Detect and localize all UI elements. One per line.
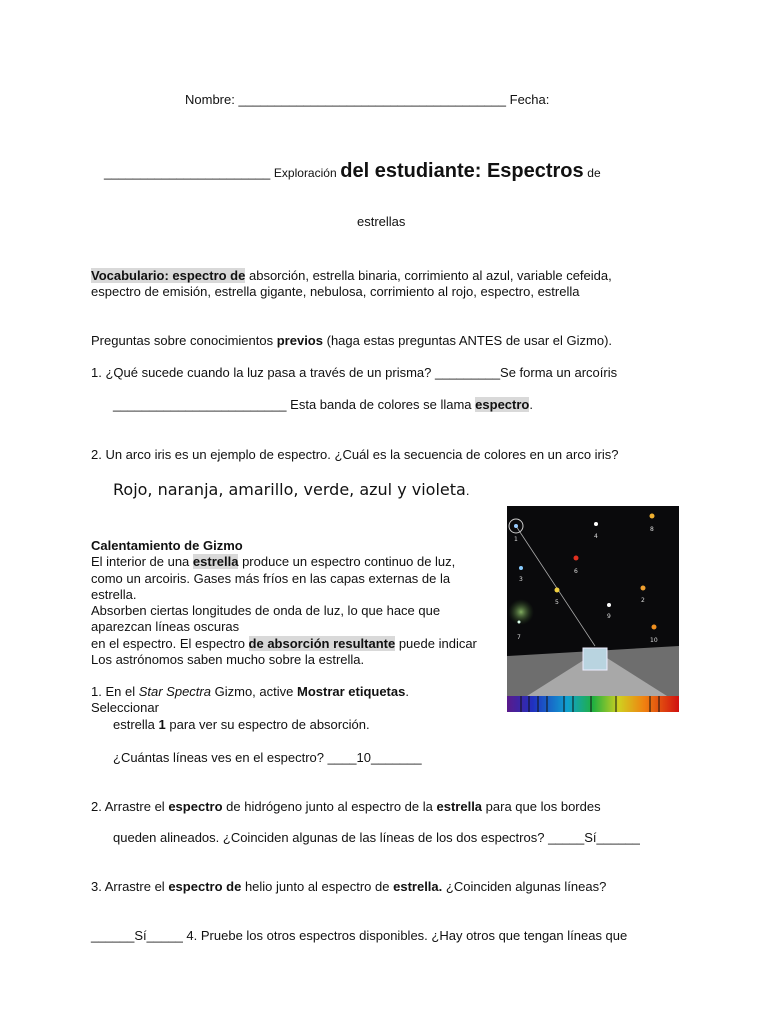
title-line-2: estrellas <box>357 214 406 229</box>
question-1-text: Esta banda de colores se llama <box>290 397 472 412</box>
step-text: para ver su espectro de absorción. <box>169 717 370 732</box>
term: estrella <box>436 799 483 814</box>
step-2 <box>91 799 601 814</box>
title-line <box>104 160 601 183</box>
term: espectro de <box>168 879 242 894</box>
step-4: ______Sí_____ 4. Pruebe los otros espectros disponibles. ¿Hay otros que tengan líneas que <box>91 928 628 943</box>
prism-icon <box>583 648 607 670</box>
warmup-text: produce un espectro continuo de luz, <box>242 554 456 570</box>
term-absorcion: de absorción resultante <box>248 635 396 651</box>
step-text: Gizmo, active <box>214 684 294 699</box>
name-blank: _____________________________________ <box>238 92 506 107</box>
star-7 <box>518 621 521 624</box>
star-label: 9 <box>607 613 611 620</box>
spectrum-bar <box>507 696 679 712</box>
star-5 <box>555 588 560 593</box>
star-label: 10 <box>650 637 658 644</box>
star-8 <box>650 514 655 519</box>
term-estrella: estrella <box>192 554 239 570</box>
warmup-text: Los astrónomos saben mucho sobre la estrella. <box>91 652 365 668</box>
name-label: Nombre: <box>185 92 235 107</box>
date-label: Fecha: <box>509 92 550 107</box>
star-9 <box>607 603 611 607</box>
warmup-text: aparezcan líneas oscuras <box>91 619 240 635</box>
step-text: ¿Coinciden algunas líneas? <box>445 879 607 894</box>
nebula-icon <box>508 599 534 625</box>
star-10 <box>652 625 657 630</box>
title-suffix: de <box>587 166 601 180</box>
page-title: del estudiante: Espectros <box>340 160 584 182</box>
warmup-text: Absorben ciertas longitudes de onda de luz, lo que hace que <box>91 603 441 619</box>
vocabulary-block <box>91 268 612 301</box>
step-1-line-3 <box>113 717 370 732</box>
vocab-terms-2: espectro de emisión, estrella gigante, nebulosa, corrimiento al rojo, espectro, estrella <box>91 284 580 300</box>
prior-intro-bold: previos <box>276 333 323 348</box>
answer-colors: Rojo, naranja, amarillo, verde, azul y violeta <box>113 480 466 499</box>
star-label: 1 <box>514 536 518 543</box>
beam-line <box>516 526 595 646</box>
warmup-title: Calentamiento de Gizmo <box>91 538 243 553</box>
warmup-text: como un arcoiris. Gases más fríos en las capas externas de la <box>91 570 451 586</box>
step-text: estrella <box>113 717 155 732</box>
star-label: 2 <box>641 597 645 604</box>
star-1 <box>514 524 518 528</box>
warmup-text: en el espectro. El espectro <box>91 635 245 651</box>
prior-intro <box>91 333 612 348</box>
step-2-line-2: queden alineados. ¿Coinciden algunas de las líneas de los dos espectros? _____Sí______ <box>113 830 640 845</box>
step-text: 3. Arrastre el <box>91 879 165 894</box>
star-field-svg <box>507 506 679 712</box>
star-6 <box>574 556 579 561</box>
star-label: 8 <box>650 526 654 533</box>
star-number: 1 <box>158 717 166 732</box>
answer-blank: ________________________ <box>113 397 287 412</box>
gizmo-name: Star Spectra <box>138 684 211 699</box>
show-labels-term: Mostrar etiquetas <box>296 684 406 699</box>
star-4 <box>594 522 598 526</box>
question-2: 2. Un arco iris es un ejemplo de espectro. ¿Cuál es la secuencia de colores en un arco iris? <box>91 447 619 462</box>
star-spectra-image <box>507 506 679 712</box>
step-1 <box>91 684 409 699</box>
step-text: para que los bordes <box>485 799 601 814</box>
step-3 <box>91 879 606 894</box>
step-text: 2. Arrastre el <box>91 799 165 814</box>
star-label: 3 <box>519 576 523 583</box>
star-3 <box>519 566 523 570</box>
star-label: 4 <box>594 533 598 540</box>
star-label: 7 <box>517 634 521 641</box>
star-label: 5 <box>555 599 559 606</box>
punct: . <box>465 483 470 498</box>
warmup-block <box>91 538 477 668</box>
vocab-label: Vocabulario: espectro de <box>91 268 246 283</box>
question-2-answer <box>113 480 469 499</box>
step-1-question: ¿Cuántas líneas ves en el espectro? ____10_______ <box>113 750 422 765</box>
prior-intro-text: Preguntas sobre conocimientos <box>91 333 274 348</box>
warmup-text: puede indicar <box>398 635 477 651</box>
term: estrella. <box>393 879 443 894</box>
title-prefix: Exploración <box>273 166 337 180</box>
name-date-line <box>185 92 549 107</box>
step-1-line-2: Seleccionar <box>91 700 159 715</box>
question-1: 1. ¿Qué sucede cuando la luz pasa a través de un prisma? _________Se forma un arcoíris <box>91 365 618 380</box>
term: espectro <box>168 799 223 814</box>
step-text: de hidrógeno junto al espectro de la <box>226 799 433 814</box>
punct: . <box>529 397 533 412</box>
star-labels <box>514 526 658 644</box>
step-text: 1. En el <box>91 684 136 699</box>
prior-intro-rest: (haga estas preguntas ANTES de usar el Gizmo). <box>326 333 613 348</box>
stars <box>514 514 657 630</box>
term-espectro: espectro <box>475 397 530 412</box>
star-2 <box>641 586 646 591</box>
punct: . <box>405 684 409 699</box>
warmup-text: estrella. <box>91 586 137 602</box>
star-label: 6 <box>574 568 578 575</box>
vocab-terms-1: absorción, estrella binaria, corrimiento al azul, variable cefeida, <box>248 268 612 283</box>
question-1-line-2 <box>113 397 533 412</box>
step-text: helio junto al espectro de <box>244 879 390 894</box>
warmup-text: El interior de una <box>91 554 190 570</box>
title-blank: _______________________ <box>104 165 271 180</box>
